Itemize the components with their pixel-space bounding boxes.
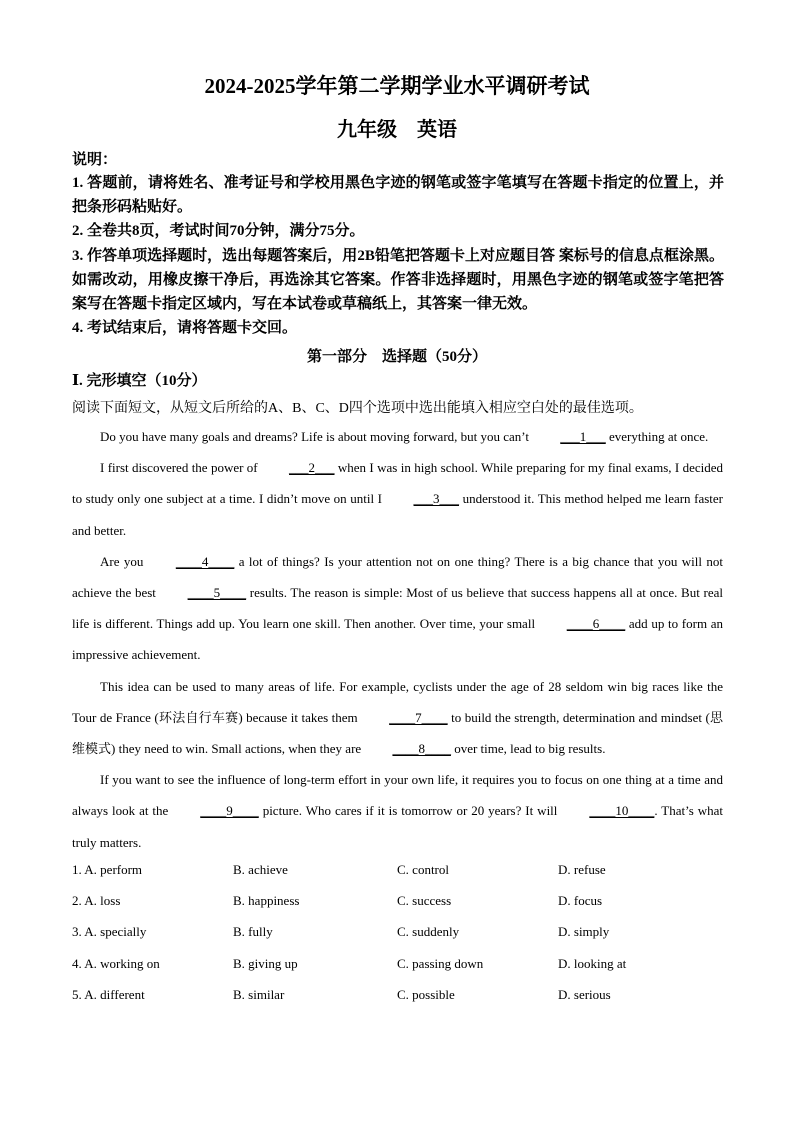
passage-text: add up to form an impressive achievement. bbox=[72, 616, 724, 663]
cloze-blank: ___1___ bbox=[560, 429, 606, 444]
passage-paragraph bbox=[72, 671, 723, 765]
cloze-blank: ____10____ bbox=[589, 803, 655, 819]
passage-text: understood it. This method helped me learn faster and better. bbox=[72, 491, 723, 538]
answer-option: C. possible bbox=[397, 986, 455, 1002]
answer-option: D. refuse bbox=[558, 862, 606, 877]
exam-subtitle: 九年级 英语 bbox=[337, 119, 457, 141]
passage-text: over time, lead to big results. bbox=[450, 741, 606, 757]
option-row bbox=[72, 893, 724, 924]
answer-option: D. serious bbox=[558, 986, 611, 1002]
answer-options bbox=[72, 862, 724, 1018]
section-instruction: 阅读下面短文，从短文后所给的A、B、C、D四个选项中选出能填入相应空白处的最佳选项。 bbox=[72, 401, 643, 416]
cloze-blank: ____6____ bbox=[566, 616, 626, 632]
note-item: 2. 全卷共8页，考试时间70分钟，满分75分。 bbox=[72, 223, 365, 240]
note-item: 3. 作答单项选择题时，选出每题答案后，用2B铅笔把答题卡上对应题目答 案标号的信息点框涂黑。如需改动，用橡皮擦干净后，再选涂其它答案。作答非选择题时，用黑色字迹的钢笔或签字笔把答案写在答题卡指定区域内，写在本试卷或草稿纸上，其答案一律无效。 bbox=[72, 247, 724, 313]
answer-option: C. success bbox=[397, 893, 452, 909]
passage-text: a lot of things? Is your attention not on one thing? There is a big chance that you will not achieve the best bbox=[72, 553, 723, 601]
answer-option: B. giving up bbox=[233, 955, 298, 971]
exam-title: 2024-2025学年第二学期学业水平调研考试 bbox=[204, 74, 590, 98]
answer-option: C. passing down bbox=[397, 955, 484, 971]
option-row bbox=[72, 862, 724, 893]
cloze-blank: ____8____ bbox=[392, 741, 451, 757]
passage-text: . That’s what truly matters. bbox=[72, 803, 724, 850]
option-row bbox=[72, 956, 724, 987]
answer-option: B. fully bbox=[233, 924, 273, 940]
cloze-blank: ___3___ bbox=[413, 491, 460, 507]
cloze-blank: ____7____ bbox=[389, 709, 448, 725]
passage-text: Are you bbox=[100, 553, 148, 569]
answer-option: D. focus bbox=[558, 893, 603, 909]
answer-option: C. control bbox=[397, 862, 449, 877]
passage-text: This idea can be used to many areas of life. For example, cyclists under the age of 28 seldom win big races like the Tour de France (环法自行车赛) because it takes them bbox=[72, 678, 723, 725]
answer-option: 5. A. different bbox=[72, 986, 145, 1002]
passage-text: everything at once. bbox=[605, 429, 709, 444]
passage-paragraph bbox=[72, 421, 723, 452]
cloze-blank: ____5____ bbox=[187, 585, 247, 601]
answer-option: C. suddenly bbox=[397, 924, 460, 940]
cloze-passage bbox=[72, 421, 723, 858]
passage-text: I first discovered the power of bbox=[100, 460, 262, 476]
cloze-blank: ____9____ bbox=[200, 803, 259, 819]
passage-text: Do you have many goals and dreams? Life is about moving forward, but you can’t bbox=[100, 429, 533, 444]
passage-text: to build the strength, determination and mindset (思维模式) they need to win. Small actions, when they are bbox=[72, 709, 723, 757]
answer-option: B. similar bbox=[233, 986, 285, 1002]
passage-paragraph bbox=[72, 452, 723, 546]
answer-option: B. happiness bbox=[233, 893, 300, 909]
answer-option: D. looking at bbox=[558, 955, 627, 971]
answer-option: D. simply bbox=[558, 924, 610, 940]
notes-heading: 说明： bbox=[72, 152, 118, 168]
answer-option: 1. A. perform bbox=[72, 862, 143, 877]
cloze-blank: ___2___ bbox=[289, 460, 335, 476]
passage-text: If you want to see the influence of long-term effort in your own life, it requires you to focus on one thing at a time and always look at the bbox=[72, 772, 723, 819]
passage-paragraph bbox=[72, 764, 723, 858]
section-heading: Ⅰ. 完形填空（10分） bbox=[72, 373, 207, 389]
passage-paragraph bbox=[72, 546, 723, 671]
part-heading: 第一部分 选择题（50分） bbox=[306, 349, 487, 365]
note-item: 1. 答题前，请将姓名、准考证号和学校用黑色字迹的钢笔或签字笔填写在答题卡指定的位置上，并把条形码粘贴好。 bbox=[72, 175, 724, 216]
option-row bbox=[72, 924, 724, 955]
option-row bbox=[72, 987, 724, 1018]
answer-option: 3. A. specially bbox=[72, 924, 147, 940]
passage-text: when I was in high school. While preparing for my final exams, I decided to study only one subject at a time. I didn’t move on until I bbox=[72, 460, 723, 507]
notes-list bbox=[72, 171, 724, 340]
cloze-blank: ____4____ bbox=[175, 553, 235, 569]
passage-text: results. The reason is simple: Most of us believe that success happens all at once. But real life is different. Things add up. You learn one skill. Then another. Over time, your small bbox=[72, 585, 723, 632]
answer-option: B. achieve bbox=[233, 862, 288, 877]
answer-option: 4. A. working on bbox=[72, 955, 160, 971]
answer-option: 2. A. loss bbox=[72, 893, 121, 909]
passage-text: picture. Who cares if it is tomorrow or 20 years? It will bbox=[258, 803, 562, 819]
note-item: 4. 考试结束后，请将答题卡交回。 bbox=[72, 320, 298, 337]
